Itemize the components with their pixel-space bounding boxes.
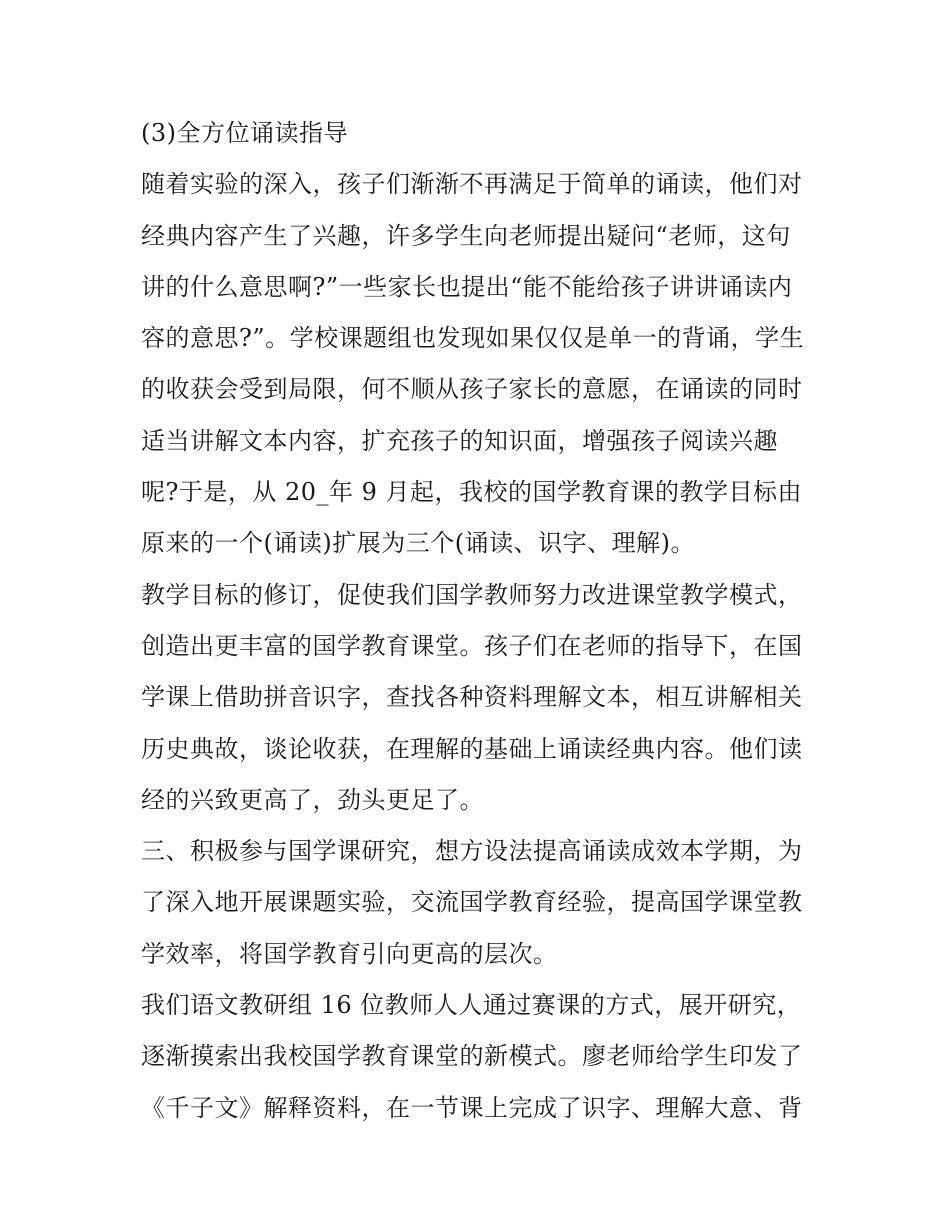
text-line: 经的兴致更高了，劲头更足了。 [141,785,484,814]
text-line: 呢?于是，从 20_年 9 月起，我校的国学教育课的教学目标由 [141,478,803,507]
text-line: 讲的什么意思啊?”一些家长也提出“能不能给孩子讲讲诵读内 [141,272,793,301]
text-line: 的收获会受到局限，何不顺从孩子家长的意愿，在诵读的同时 [141,375,803,404]
text-line: 了深入地开展课题实验，交流国学教育经验，提高国学课堂教 [141,888,803,917]
text-line: 原来的一个(诵读)扩展为三个(诵读、识字、理解)。 [141,529,695,558]
text-line: 逐渐摸索出我校国学教育课堂的新模式。廖老师给学生印发了 [141,1042,803,1071]
text-line: 容的意思?”。学校课题组也发现如果仅仅是单一的背诵，学生 [141,324,805,353]
text-line: 三、积极参与国学课研究，想方设法提高诵读成效本学期，为 [141,837,803,866]
text-line: 适当讲解文本内容，扩充孩子的知识面，增强孩子阅读兴趣 [141,426,778,455]
text-line: 创造出更丰富的国学教育课堂。孩子们在老师的指导下，在国 [141,631,803,660]
document-body [141,108,821,1134]
text-line: 随着实验的深入，孩子们渐渐不再满足于简单的诵读，他们对 [141,170,803,199]
section-heading: (3)全方位诵读指导 [141,119,348,147]
text-line: 学课上借助拼音识字，查找各种资料理解文本，相互讲解相关 [141,683,803,712]
text-line: 历史典故，谈论收获，在理解的基础上诵读经典内容。他们读 [141,734,803,763]
text-line: 学效率，将国学教育引向更高的层次。 [141,939,558,968]
text-line: 《千子文》解释资料，在一节课上完成了识字、理解大意、背 [141,1093,803,1122]
text-line: 我们语文教研组 16 位教师人人通过赛课的方式，展开研究， [141,991,802,1020]
text-line: 教学目标的修订，促使我们国学教师努力改进课堂教学模式， [141,580,803,609]
text-line: 经典内容产生了兴趣，许多学生向老师提出疑问“老师，这句 [141,221,791,250]
